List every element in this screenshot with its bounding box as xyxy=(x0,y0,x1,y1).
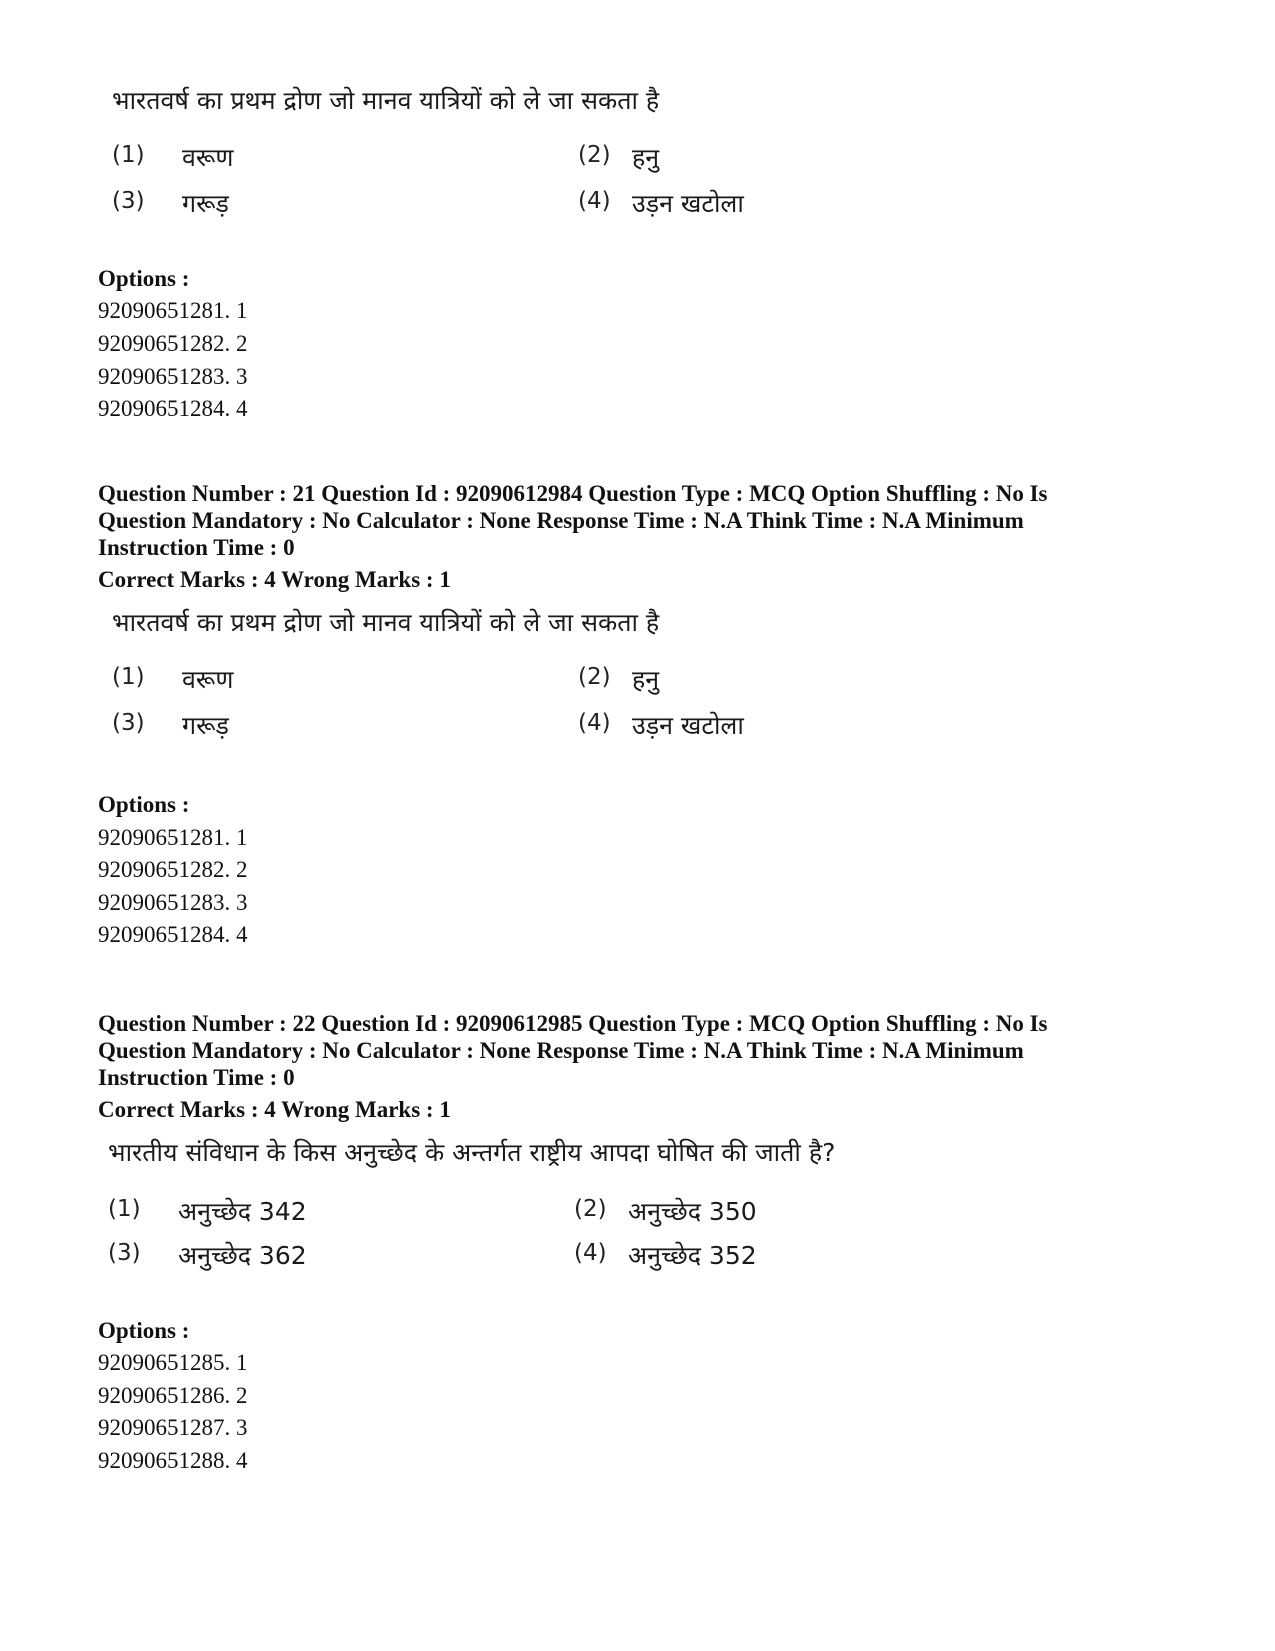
question-block-22 xyxy=(98,1010,1178,1490)
option-id-line: 92090651281. 1 xyxy=(98,298,248,323)
choice-number: (3) xyxy=(112,710,145,736)
marks-line: Correct Marks : 4 Wrong Marks : 1 xyxy=(98,567,451,592)
options-label: Options : xyxy=(98,792,190,817)
choice-number: (2) xyxy=(578,142,611,168)
question-meta-line: Question Number : 21 Question Id : 92090612984 Question Type : MCQ Option Shuffling : No Is xyxy=(98,481,1048,506)
choice-text: अनुच्छेद 350 xyxy=(628,1197,757,1226)
choice-number: (4) xyxy=(574,1240,607,1266)
options-label: Options : xyxy=(98,266,190,291)
option-id-line: 92090651284. 4 xyxy=(98,922,248,947)
choice-number: (2) xyxy=(578,664,611,690)
option-id-line: 92090651288. 4 xyxy=(98,1448,248,1473)
question-meta-line: Instruction Time : 0 xyxy=(98,1065,295,1090)
question-block-21 xyxy=(98,480,1178,960)
choice-number: (4) xyxy=(578,188,611,214)
option-id-line: 92090651287. 3 xyxy=(98,1415,248,1440)
choice-text: वरूण xyxy=(182,143,234,172)
choice-text: गरूड़ xyxy=(182,189,229,218)
question-meta-line: Question Mandatory : No Calculator : None Response Time : N.A Think Time : N.A Minimum xyxy=(98,1038,1024,1063)
choice-number: (3) xyxy=(112,188,145,214)
question-meta-line: Question Number : 22 Question Id : 92090612985 Question Type : MCQ Option Shuffling : No Is xyxy=(98,1011,1048,1036)
option-id-line: 92090651284. 4 xyxy=(98,396,248,421)
option-id-line: 92090651281. 1 xyxy=(98,825,248,850)
choice-text: उड़न खटोला xyxy=(632,189,744,218)
choice-text: हनु xyxy=(632,665,660,694)
option-id-line: 92090651283. 3 xyxy=(98,364,248,389)
choice-text: अनुच्छेद 362 xyxy=(178,1241,307,1270)
question-meta-line: Instruction Time : 0 xyxy=(98,535,295,560)
choice-number: (1) xyxy=(112,142,145,168)
option-id-line: 92090651285. 1 xyxy=(98,1350,248,1375)
choice-text: वरूण xyxy=(182,665,234,694)
question-text: भारतवर्ष का प्रथम द्रोण जो मानव यात्रियों को ले जा सकता है xyxy=(112,86,660,115)
question-meta-line: Question Mandatory : No Calculator : None Response Time : N.A Think Time : N.A Minimum xyxy=(98,508,1024,533)
choice-number: (4) xyxy=(578,710,611,736)
choice-number: (2) xyxy=(574,1196,607,1222)
choice-number: (3) xyxy=(108,1240,141,1266)
choice-text: अनुच्छेद 352 xyxy=(628,1241,757,1270)
question-block-20 xyxy=(98,80,1178,440)
choice-text: उड़न खटोला xyxy=(632,711,744,740)
marks-line: Correct Marks : 4 Wrong Marks : 1 xyxy=(98,1097,451,1122)
choice-number: (1) xyxy=(108,1196,141,1222)
option-id-line: 92090651286. 2 xyxy=(98,1383,248,1408)
choice-text: गरूड़ xyxy=(182,711,229,740)
question-text: भारतवर्ष का प्रथम द्रोण जो मानव यात्रियों को ले जा सकता है xyxy=(112,608,660,637)
option-id-line: 92090651282. 2 xyxy=(98,331,248,356)
option-id-line: 92090651283. 3 xyxy=(98,890,248,915)
choice-text: अनुच्छेद 342 xyxy=(178,1197,307,1226)
choice-text: हनु xyxy=(632,143,660,172)
option-id-line: 92090651282. 2 xyxy=(98,857,248,882)
options-label: Options : xyxy=(98,1318,190,1343)
choice-number: (1) xyxy=(112,664,145,690)
question-text: भारतीय संविधान के किस अनुच्छेद के अन्तर्गत राष्ट्रीय आपदा घोषित की जाती है? xyxy=(108,1138,836,1167)
